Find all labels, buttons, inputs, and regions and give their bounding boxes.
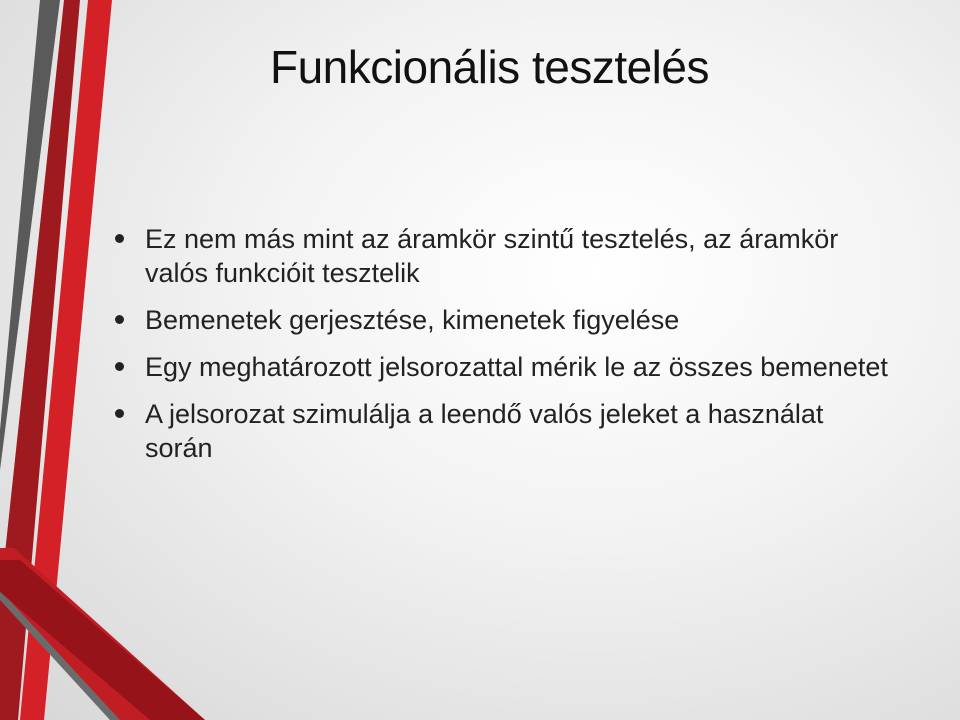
bullet-dot-icon bbox=[115, 234, 124, 243]
bullet-item bbox=[110, 350, 890, 384]
bullet-dot-icon bbox=[115, 409, 124, 418]
bullet-text: Bemenetek gerjesztése, kimenetek figyelése bbox=[145, 305, 680, 335]
bullet-dot-icon bbox=[115, 362, 124, 371]
bullet-dot-icon bbox=[115, 315, 124, 324]
bullet-item bbox=[110, 303, 890, 337]
bullet-text: A jelsorozat szimulálja a leendő valós jeleket a használat során bbox=[145, 399, 824, 463]
bullet-item bbox=[110, 397, 890, 465]
bullet-text: Ez nem más mint az áramkör szintű tesztelés, az áramkör valós funkcióit tesztelik bbox=[145, 224, 839, 288]
slide-title: Funkcionális tesztelés bbox=[270, 41, 709, 93]
bullet-item bbox=[110, 222, 890, 290]
bullet-text: Egy meghatározott jelsorozattal mérik le az összes bemenetet bbox=[145, 352, 888, 382]
bullet-list bbox=[110, 222, 890, 478]
